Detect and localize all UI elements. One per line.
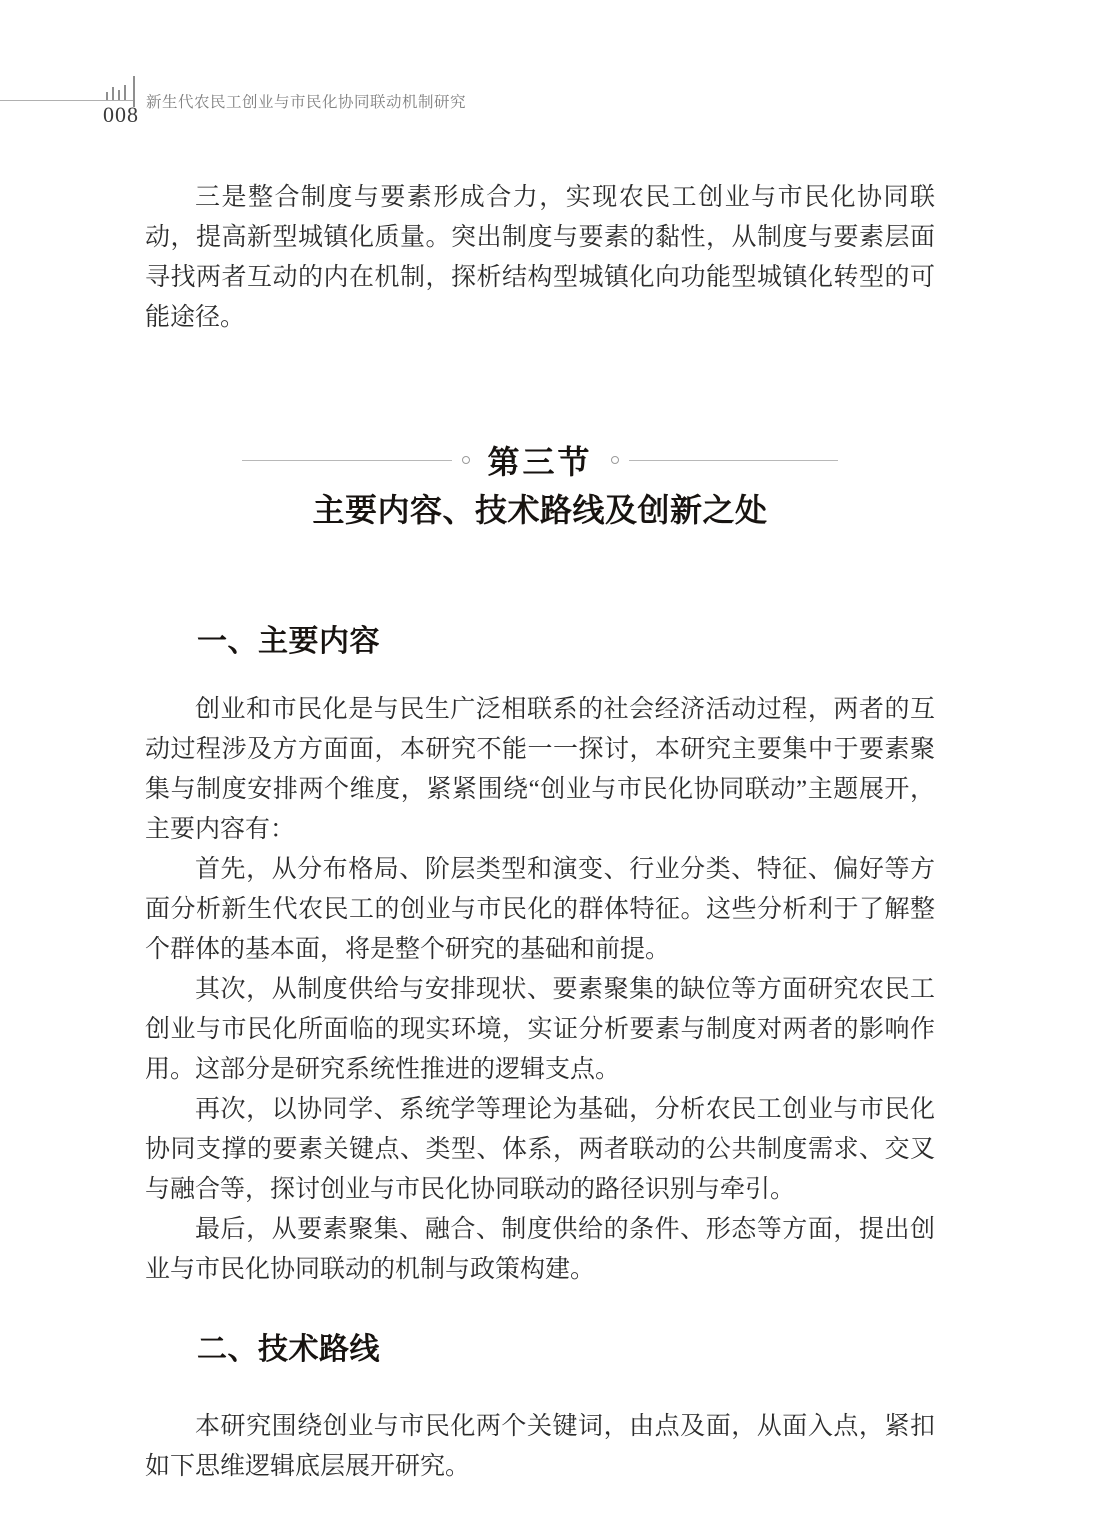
paragraph: 再次，以协同学、系统学等理论为基础，分析农民工创业与市民化协同支撑的要素关键点、类型、体系，两者联动的公共制度需求、交叉与融合等，探讨创业与市民化协同联动的路径识别与牵引。	[145, 1096, 935, 1203]
section-label: 第三节	[487, 444, 593, 480]
paragraph: 最后，从要素聚集、融合、制度供给的条件、形态等方面，提出创业与市民化协同联动的机制与政策构建。	[145, 1216, 935, 1283]
divider-circle-right	[611, 456, 619, 464]
section-title: 主要内容、技术路线及创新之处	[312, 492, 768, 528]
page-body	[145, 0, 935, 1487]
bar-chart-icon	[106, 79, 132, 100]
divider-circle-left	[462, 456, 470, 464]
subsection-heading-main-content: 一、主要内容	[197, 625, 380, 658]
paragraph: 其次，从制度供给与安排现状、要素聚集的缺位等方面研究农民工创业与市民化所面临的现实环境，实证分析要素与制度对两者的影响作用。这部分是研究系统性推进的逻辑支点。	[145, 976, 935, 1083]
subsection-heading-tech-route: 二、技术路线	[197, 1333, 380, 1366]
running-title: 新生代农民工创业与市民化协同联动机制研究	[146, 94, 467, 111]
divider-line-right	[629, 460, 839, 461]
page-number: 008	[103, 102, 139, 127]
header-rule	[0, 100, 134, 101]
intro-paragraph: 三是整合制度与要素形成合力，实现农民工创业与市民化协同联动，提高新型城镇化质量。突出制度与要素的黏性，从制度与要素层面寻找两者互动的内在机制，探析结构型城镇化向功能型城镇化转型的可能途径。	[145, 184, 935, 331]
section-divider	[242, 438, 838, 482]
paragraph: 创业和市民化是与民生广泛相联系的社会经济活动过程，两者的互动过程涉及方方面面，本研究不能一一探讨，本研究主要集中于要素聚集与制度安排两个维度，紧紧围绕“创业与市民化协同联动”主题展开，主要内容有：	[145, 696, 935, 843]
divider-line-left	[242, 460, 452, 461]
paragraph: 本研究围绕创业与市民化两个关键词，由点及面，从面入点，紧扣如下思维逻辑底层展开研究。	[145, 1413, 935, 1480]
section-heading	[145, 438, 935, 534]
paragraph: 首先，从分布格局、阶层类型和演变、行业分类、特征、偏好等方面分析新生代农民工的创业与市民化的群体特征。这些分析利于了解整个群体的基本面，将是整个研究的基础和前提。	[145, 856, 935, 963]
